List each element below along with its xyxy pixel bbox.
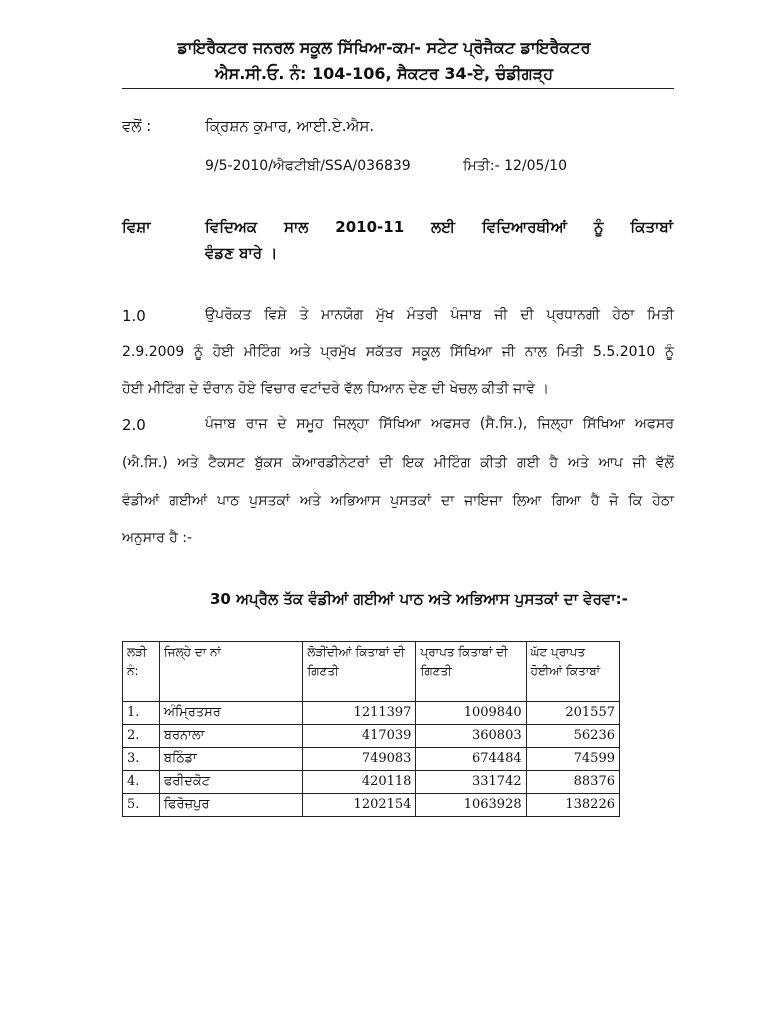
cell-required: 749083 (303, 748, 416, 771)
header-received: ਪ੍ਰਾਪਤ ਕਿਤਾਬਾਂ ਦੀ ਗਿਣਤੀ (416, 642, 526, 702)
cell-serial: 2. (123, 725, 160, 748)
table-title: 30 ਅਪ੍ਰੈਲ ਤੱਕ ਵੰਡੀਆਂ ਗਈਆਂ ਪਾਠ ਅਤੇ ਅਭਿਆਸ ਪੁਸਤਕਾਂ ਦਾ ਵੇਰਵਾ:- (210, 590, 628, 608)
subject-label: ਵਿਸ਼ਾ (122, 218, 151, 236)
subject-line-1: ਵਿਦਿਅਕ ਸਾਲ 2010-11 ਲਈ ਵਿਦਿਆਰਥੀਆਂ ਨੂੰ ਕਿਤਾਬਾਂ (205, 218, 673, 236)
cell-short: 56236 (526, 725, 619, 748)
cell-serial: 1. (123, 702, 160, 725)
table-row (123, 702, 620, 725)
cell-short: 138226 (526, 794, 619, 817)
paragraph-line: ਪੰਜਾਬ ਰਾਜ ਦੇ ਸਮੂਹ ਜਿਲ੍ਹਾ ਸਿੱਖਿਆ ਅਫਸਰ (ਸੈ.ਸਿ.), ਜਿਲ੍ਹਾ ਸਿੱਖਿਆ ਅਫਸਰ (205, 416, 674, 432)
cell-short: 201557 (526, 702, 619, 725)
cell-received: 331742 (416, 771, 526, 794)
cell-district: ਅੰਮ੍ਰਿਤਸਰ (159, 702, 303, 725)
cell-received: 1009840 (416, 702, 526, 725)
cell-short: 74599 (526, 748, 619, 771)
from-label: ਵਲੋਂ : (122, 117, 152, 135)
header-serial: ਲੜੀ ਨੰ: (123, 642, 160, 702)
table-row (123, 771, 620, 794)
sender-name: ਕ੍ਰਿਸ਼ਨ ਕੁਮਾਰ, ਆਈ.ਏ.ਐਸ. (205, 117, 375, 135)
cell-received: 360803 (416, 725, 526, 748)
header-divider (122, 88, 674, 89)
cell-required: 417039 (303, 725, 416, 748)
cell-required: 1211397 (303, 702, 416, 725)
header-short: ਘੱਟ ਪ੍ਰਾਪਤ ਹੋਈਆਂ ਕਿਤਾਬਾਂ (526, 642, 619, 702)
header-district: ਜਿਲ੍ਹੇ ਦਾ ਨਾਂ (159, 642, 303, 702)
paragraph-line: ਵੰਡੀਆਂ ਗਈਆਂ ਪਾਠ ਪੁਸਤਕਾਂ ਅਤੇ ਅਭਿਆਸ ਪੁਸਤਕਾਂ ਦਾ ਜਾਇਜਾ ਲਿਆ ਗਿਆ ਹੈ ਜੋ ਕਿ ਹੇਠਾ (122, 493, 674, 509)
cell-required: 420118 (303, 771, 416, 794)
office-name-heading: ਡਾਇਰੈਕਟਰ ਜਨਰਲ ਸਕੂਲ ਸਿੱਖਿਆ-ਕਮ- ਸਟੇਟ ਪ੍ਰੋਜੈਕਟ ਡਾਇਰੈਕਟਰ (177, 38, 591, 57)
header-required: ਲੋੜੀਂਦੀਆਂ ਕਿਤਾਬਾਂ ਦੀ ਗਿਣਤੀ (303, 642, 416, 702)
paragraph-number: 2.0 (122, 416, 146, 434)
office-address-heading: ਐਸ.ਸੀ.ਓ. ਨੰ: 104-106, ਸੈਕਟਰ 34-ਏ, ਚੰਡੀਗੜ੍ਹ (214, 64, 554, 83)
cell-district: ਬਰਨਾਲਾ (159, 725, 303, 748)
paragraph-line: 2.9.2009 ਨੂੰ ਹੋਈ ਮੀਟਿੰਗ ਅਤੇ ਪ੍ਰਮੁੱਖ ਸਕੱਤਰ ਸਕੂਲ ਸਿੱਖਿਆ ਜੀ ਨਾਲ ਮਿਤੀ 5.5.2010 ਨੂੰ (122, 344, 674, 360)
cell-serial: 5. (123, 794, 160, 817)
cell-required: 1202154 (303, 794, 416, 817)
cell-serial: 3. (123, 748, 160, 771)
reference-date: ਮਿਤੀ:- 12/05/10 (463, 158, 567, 174)
cell-district: ਫਰੀਦਕੋਟ (159, 771, 303, 794)
cell-district: ਫਿਰੋਜ਼ਪੁਰ (159, 794, 303, 817)
table-header-row (123, 642, 620, 702)
table-row (123, 794, 620, 817)
table-row (123, 725, 620, 748)
cell-received: 674484 (416, 748, 526, 771)
cell-serial: 4. (123, 771, 160, 794)
paragraph-line: ਉਪਰੋਕਤ ਵਿਸ਼ੇ ਤੇ ਮਾਨਯੋਗ ਮੁੱਖ ਮੰਤਰੀ ਪੰਜਾਬ ਜੀ ਦੀ ਪ੍ਰਧਾਨਗੀ ਹੇਠਾ ਮਿਤੀ (205, 307, 674, 323)
table-row (123, 748, 620, 771)
reference-number: 9/5-2010/ਐਫਟੀਬੀ/SSA/036839 (205, 158, 411, 174)
cell-received: 1063928 (416, 794, 526, 817)
cell-district: ਬਠਿੰਡਾ (159, 748, 303, 771)
paragraph-line: ਹੋਈ ਮੀਟਿੰਗ ਦੇ ਦੌਰਾਨ ਹੋਏ ਵਿਚਾਰ ਵਟਾਂਦਰੇ ਵੱਲ ਧਿਆਨ ਦੇਣ ਦੀ ਖੇਚਲ ਕੀਤੀ ਜਾਵੇ । (122, 381, 549, 397)
books-distribution-table (122, 641, 620, 817)
paragraph-number: 1.0 (122, 307, 146, 325)
paragraph-line: (ਐ.ਸਿ.) ਅਤੇ ਟੈਕਸਟ ਬੁੱਕਸ ਕੋਆਰਡੀਨੇਟਰਾਂ ਦੀ ਇਕ ਮੀਟਿੰਗ ਕੀਤੀ ਗਈ ਹੈ ਅਤੇ ਆਪ ਜੀ ਵੱਲੋਂ (122, 455, 674, 471)
paragraph-line: ਅਨੁਸਾਰ ਹੈ :- (122, 530, 193, 546)
subject-line-2: ਵੰਡਣ ਬਾਰੇ । (205, 244, 278, 262)
cell-short: 88376 (526, 771, 619, 794)
